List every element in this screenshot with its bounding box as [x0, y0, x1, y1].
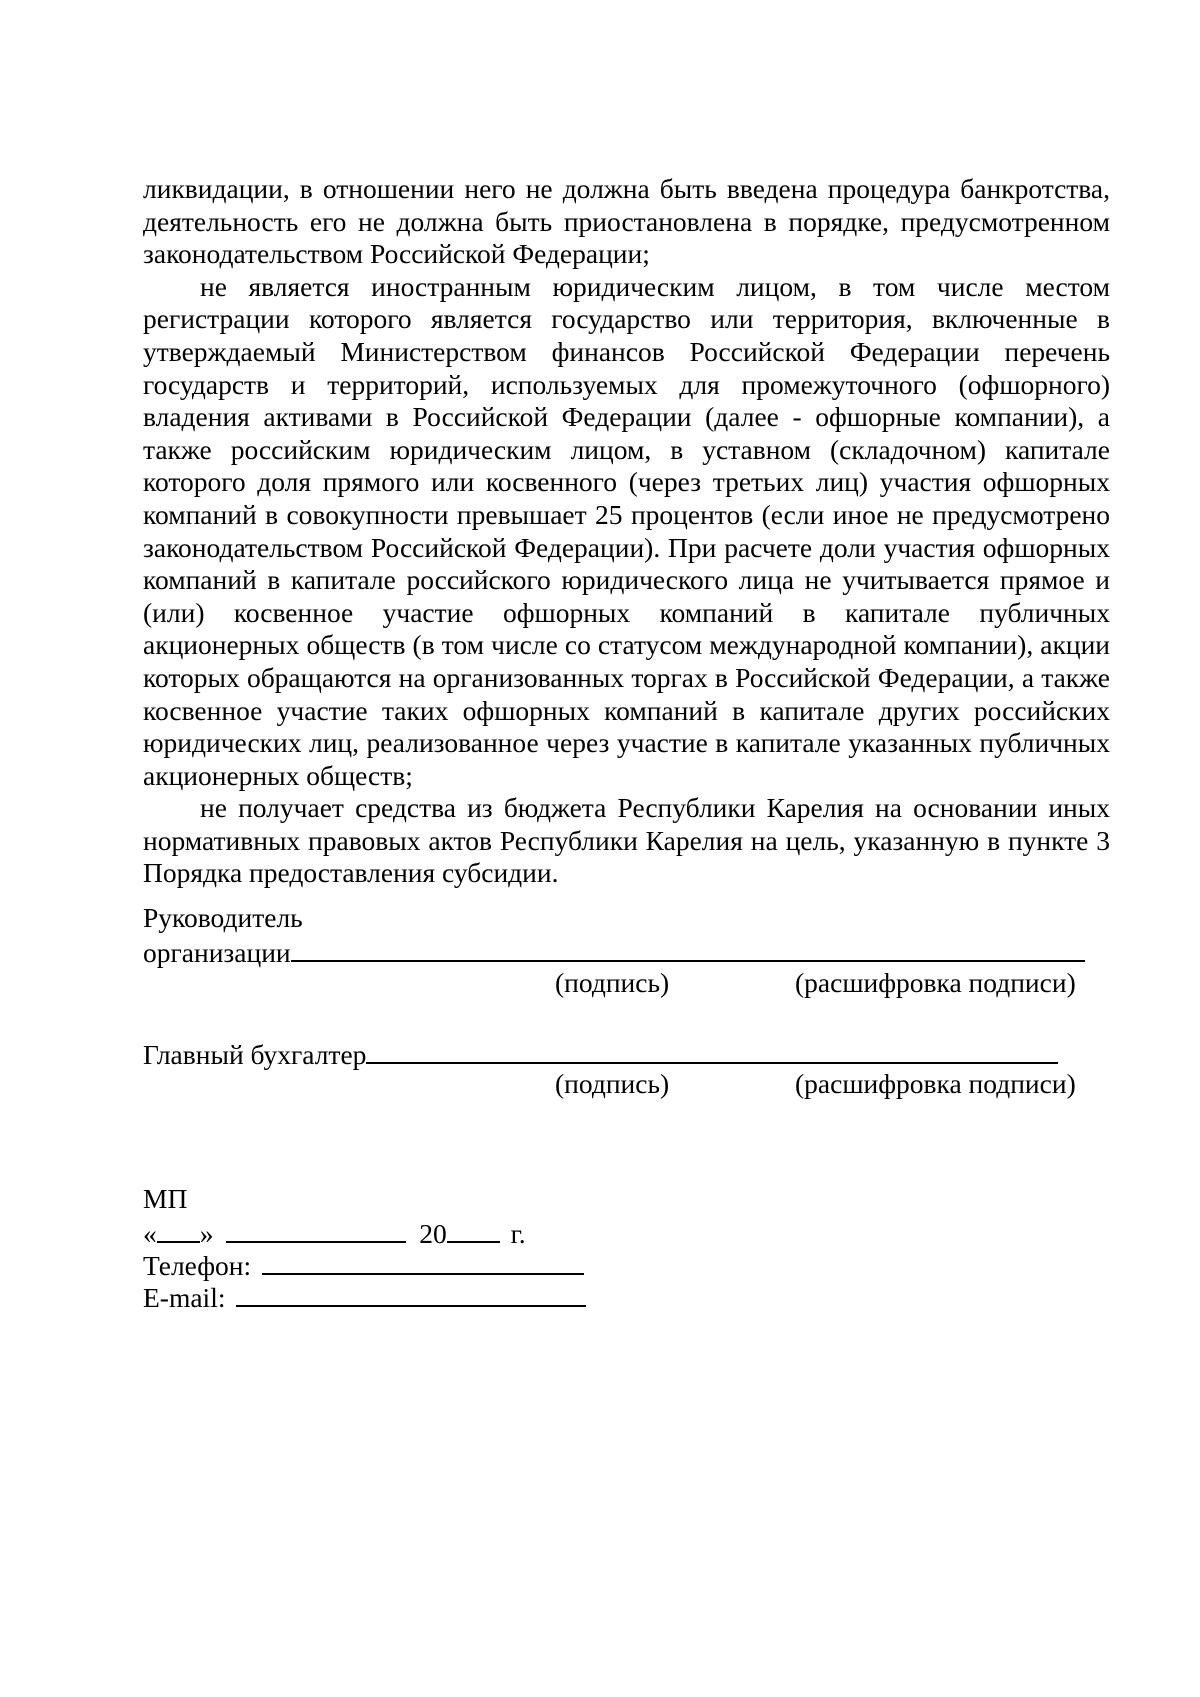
head-label-line1: Руководитель	[143, 902, 303, 933]
head-caption-decode: (расшифровка подписи)	[795, 967, 1076, 998]
document-body	[143, 173, 1110, 890]
date-open-quote: «	[143, 1218, 157, 1249]
accountant-caption-decode: (расшифровка подписи)	[795, 1068, 1076, 1099]
paragraph-offshore: не является иностранным юридическим лицом, в том числе местом регистрации которого является государство или территория, включенные в утверждаемый Министерством финансов Российской Федерации перечень государств и территорий, используемых для промежуточного (офшорного) владения активами в Российской Федерации (далее - офшорные компании), а также российским юридическим лицом, в уставном (складочном) капитале которого доля прямого или косвенного (через третьих лиц) участия офшорных компаний в совокупности превышает 25 процентов (если иное не предусмотрено законодательством Российской Федерации). При расчете доли участия офшорных компаний в капитале российского юридического лица не учитывается прямое и (или) косвенное участие офшорных компаний в капитале публичных акционерных обществ (в том числе со статусом международной компании), акции которых обращаются на организованных торгах в Российской Федерации, а также косвенное участие таких офшорных компаний в капитале других российских юридических лиц, реализованное через участие в капитале указанных публичных акционерных обществ;	[143, 270, 1110, 791]
date-year-line[interactable]	[447, 1215, 500, 1243]
head-signature-label-block	[143, 902, 303, 934]
stamp-label	[143, 1183, 187, 1215]
accountant-label: Главный бухгалтер	[143, 1039, 367, 1070]
accountant-signature-line[interactable]	[366, 1036, 1058, 1064]
email-line[interactable]	[236, 1279, 586, 1307]
date-month-line[interactable]	[226, 1215, 406, 1243]
date-year-prefix: 20	[419, 1218, 447, 1249]
accountant-caption-signature: (подпись)	[555, 1068, 670, 1099]
phone-line[interactable]	[262, 1247, 584, 1275]
date-year-suffix: г.	[510, 1218, 526, 1249]
paragraph-budget: не получает средства из бюджета Республики Карелия на основании иных нормативных правовых актов Республики Карелия на цель, указанную в пункте 3 Порядка предоставления субсидии.	[143, 792, 1110, 889]
stamp-text: МП	[143, 1183, 188, 1214]
phone-label: Телефон:	[143, 1250, 252, 1281]
email-row	[143, 1279, 586, 1314]
date-day-line[interactable]	[157, 1215, 200, 1243]
date-row	[143, 1215, 526, 1250]
head-caption-signature: (подпись)	[555, 967, 670, 998]
accountant-signature-row	[143, 1036, 1058, 1071]
head-signature-line[interactable]	[291, 934, 1085, 962]
phone-row	[143, 1247, 584, 1282]
email-label: E-mail:	[143, 1282, 226, 1313]
head-signature-row	[143, 934, 1085, 969]
paragraph-liquidation: ликвидации, в отношении него не должна быть введена процедура банкротства, деятельность его не должна быть приостановлена в порядке, предусмотренном законодательством Российской Федерации;	[143, 173, 1110, 270]
date-close-quote: »	[199, 1218, 214, 1249]
head-label-line2: организации	[143, 937, 291, 968]
